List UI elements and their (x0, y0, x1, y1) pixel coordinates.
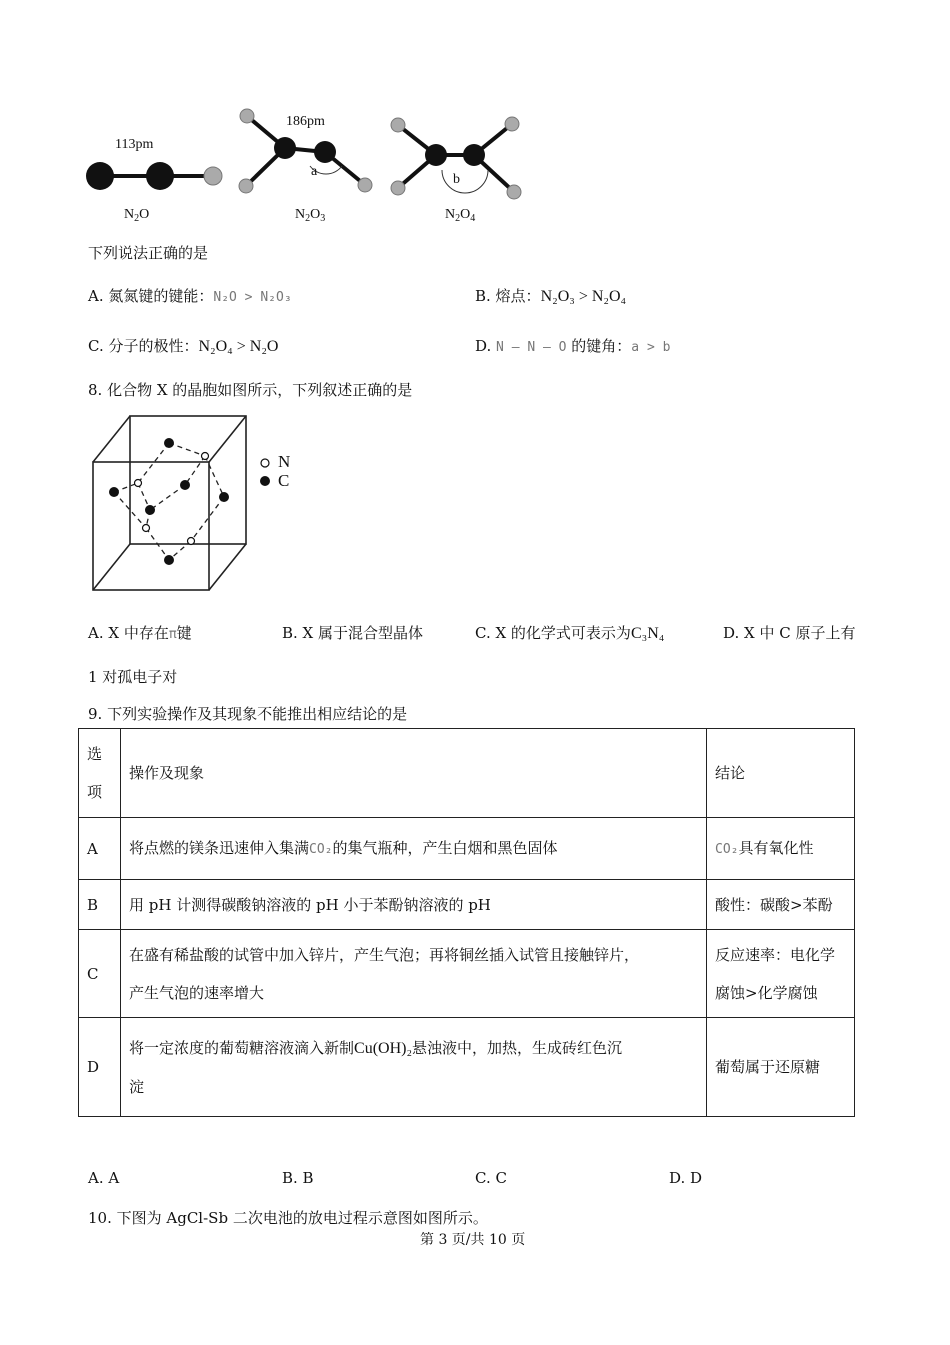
row-c-operation: 在盛有稀盐酸的试管中加入锌片，产生气泡；再将铜丝插入试管且接触锌片， 产生气泡的速率增大 (121, 930, 707, 1018)
page-footer: 第 3 页/共 10 页 (420, 1232, 526, 1248)
n2o4-label: $N_2O_4$ (445, 207, 476, 224)
n2o-label: $N_2O$ (124, 207, 150, 224)
table-row (79, 880, 855, 930)
row-b-option: B (79, 880, 121, 930)
q7-option-b[interactable]: B. 熔点：N₂O₃ > N₂O₄ (475, 287, 627, 305)
q7-option-d[interactable]: D. N – N – O 的键角：a > b (475, 337, 671, 355)
q7-option-c[interactable]: C. 分子的极性：N₂O₄ > N₂O (88, 337, 279, 355)
q8-option-d-continued: 1 对孤电子对 (88, 668, 178, 686)
row-b-conclusion: 酸性：碳酸>苯酚 (707, 880, 855, 930)
row-a-option: A (79, 818, 121, 880)
q7-stem: 下列说法正确的是 (88, 244, 209, 262)
n2o3-label: $N_2O_3$ (295, 207, 326, 224)
table-row (79, 930, 855, 1018)
table-header-row (79, 729, 855, 818)
header-conclusion: 结论 (707, 729, 855, 818)
row-c-option: C (79, 930, 121, 1018)
row-a-conclusion: CO₂具有氧化性 (707, 818, 855, 880)
header-option: 选 项 (79, 729, 121, 818)
legend-c: C (278, 471, 290, 490)
angle-a-label: a (311, 164, 318, 179)
row-d-option: D (79, 1018, 121, 1117)
row-a-operation: 将点燃的镁条迅速伸入集满CO₂的集气瓶种，产生白烟和黑色固体 (121, 818, 707, 880)
table-row (79, 818, 855, 880)
n2o-bond-length: 113pm (115, 137, 154, 152)
row-d-operation: 将一定浓度的葡萄糖溶液滴入新制Cu(OH)₂悬浊液中，加热，生成砖红色沉 淀 (121, 1018, 707, 1117)
q7-option-a[interactable]: A. 氮氮键的键能：N₂O > N₂O₃ (88, 287, 292, 305)
q10-stem: 10. 下图为 AgCl-Sb 二次电池的放电过程示意图如图所示。 (88, 1209, 488, 1227)
legend-n: N (278, 452, 291, 471)
q8-option-b[interactable]: B. X 属于混合型晶体 (282, 624, 424, 642)
q8-option-d[interactable]: D. X 中 C 原子上有 (723, 624, 856, 642)
q9-stem: 9. 下列实验操作及其现象不能推出相应结论的是 (88, 705, 408, 723)
q9-choice-a[interactable]: A. A (88, 1169, 120, 1187)
crystal-cell-figure (88, 410, 303, 595)
q9-choice-c[interactable]: C. C (475, 1169, 507, 1187)
q8-option-a[interactable]: A. X 中存在π键 (88, 624, 192, 642)
experiment-table (78, 728, 855, 1117)
q8-stem: 8. 化合物 X 的晶胞如图所示，下列叙述正确的是 (88, 381, 413, 399)
n2o-model (86, 162, 222, 190)
angle-b-label: b (453, 172, 460, 187)
header-operation: 操作及现象 (121, 729, 707, 818)
row-b-operation: 用 pH 计测得碳酸钠溶液的 pH 小于苯酚钠溶液的 pH (121, 880, 707, 930)
q9-choice-d[interactable]: D. D (669, 1169, 703, 1187)
n2o3-bond-length: 186pm (286, 114, 325, 129)
row-d-conclusion: 葡萄属于还原糖 (707, 1018, 855, 1117)
q9-choice-b[interactable]: B. B (282, 1169, 314, 1187)
row-c-conclusion: 反应速率：电化学 腐蚀>化学腐蚀 (707, 930, 855, 1018)
q8-option-c[interactable]: C. X 的化学式可表示为C₃N₄ (475, 624, 665, 642)
table-row (79, 1018, 855, 1117)
